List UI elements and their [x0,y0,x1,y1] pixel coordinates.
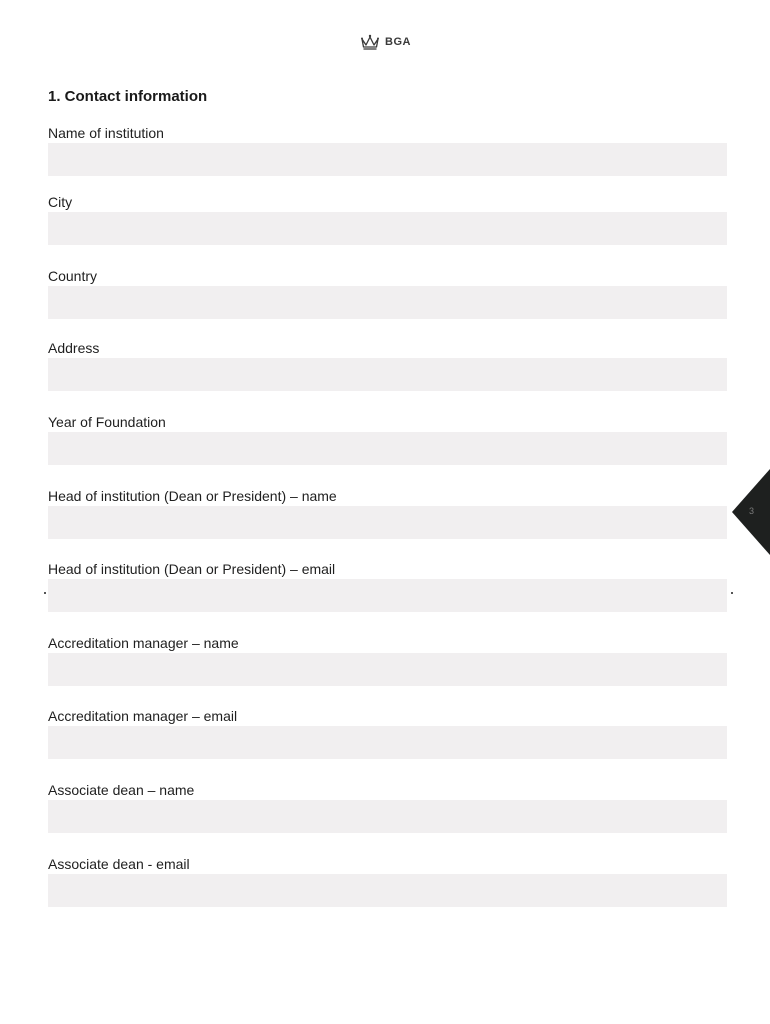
field-label: Accreditation manager – name [48,635,239,651]
country-input[interactable] [48,286,727,319]
field-label: City [48,194,73,210]
head-of-institution-email-input[interactable] [48,579,727,612]
page-number: 3 [748,506,754,516]
crop-mark [44,592,46,594]
field-label: Associate dean – name [48,782,195,798]
field-city [48,193,727,245]
crown-icon [360,34,380,50]
bga-logo [360,34,411,50]
field-address [48,339,727,391]
crop-mark [731,592,733,594]
field-associate-dean-name [48,781,727,833]
head-of-institution-name-input[interactable] [48,506,727,539]
field-accreditation-manager-email [48,707,727,759]
year-of-foundation-input[interactable] [48,432,727,465]
field-associate-dean-email [48,855,727,907]
accreditation-manager-email-input[interactable] [48,726,727,759]
field-label: Year of Foundation [48,414,166,430]
field-label: Associate dean - email [48,856,190,872]
field-label: Address [48,340,100,356]
field-label: Country [48,268,98,284]
field-name-of-institution [48,124,727,176]
field-label: Head of institution (Dean or President) – name [48,488,337,504]
logo-text: BGA [385,36,411,48]
associate-dean-name-input[interactable] [48,800,727,833]
field-country [48,267,727,319]
field-label: Head of institution (Dean or President) – email [48,561,336,577]
name-of-institution-input[interactable] [48,143,727,176]
section-title: 1. Contact information [48,88,208,105]
field-label: Accreditation manager – email [48,708,238,724]
field-accreditation-manager-name [48,634,727,686]
field-head-name [48,487,727,539]
associate-dean-email-input[interactable] [48,874,727,907]
field-head-email [48,560,727,612]
accreditation-manager-name-input[interactable] [48,653,727,686]
city-input[interactable] [48,212,727,245]
address-input[interactable] [48,358,727,391]
field-label: Name of institution [48,125,164,141]
field-year-of-foundation [48,413,727,465]
